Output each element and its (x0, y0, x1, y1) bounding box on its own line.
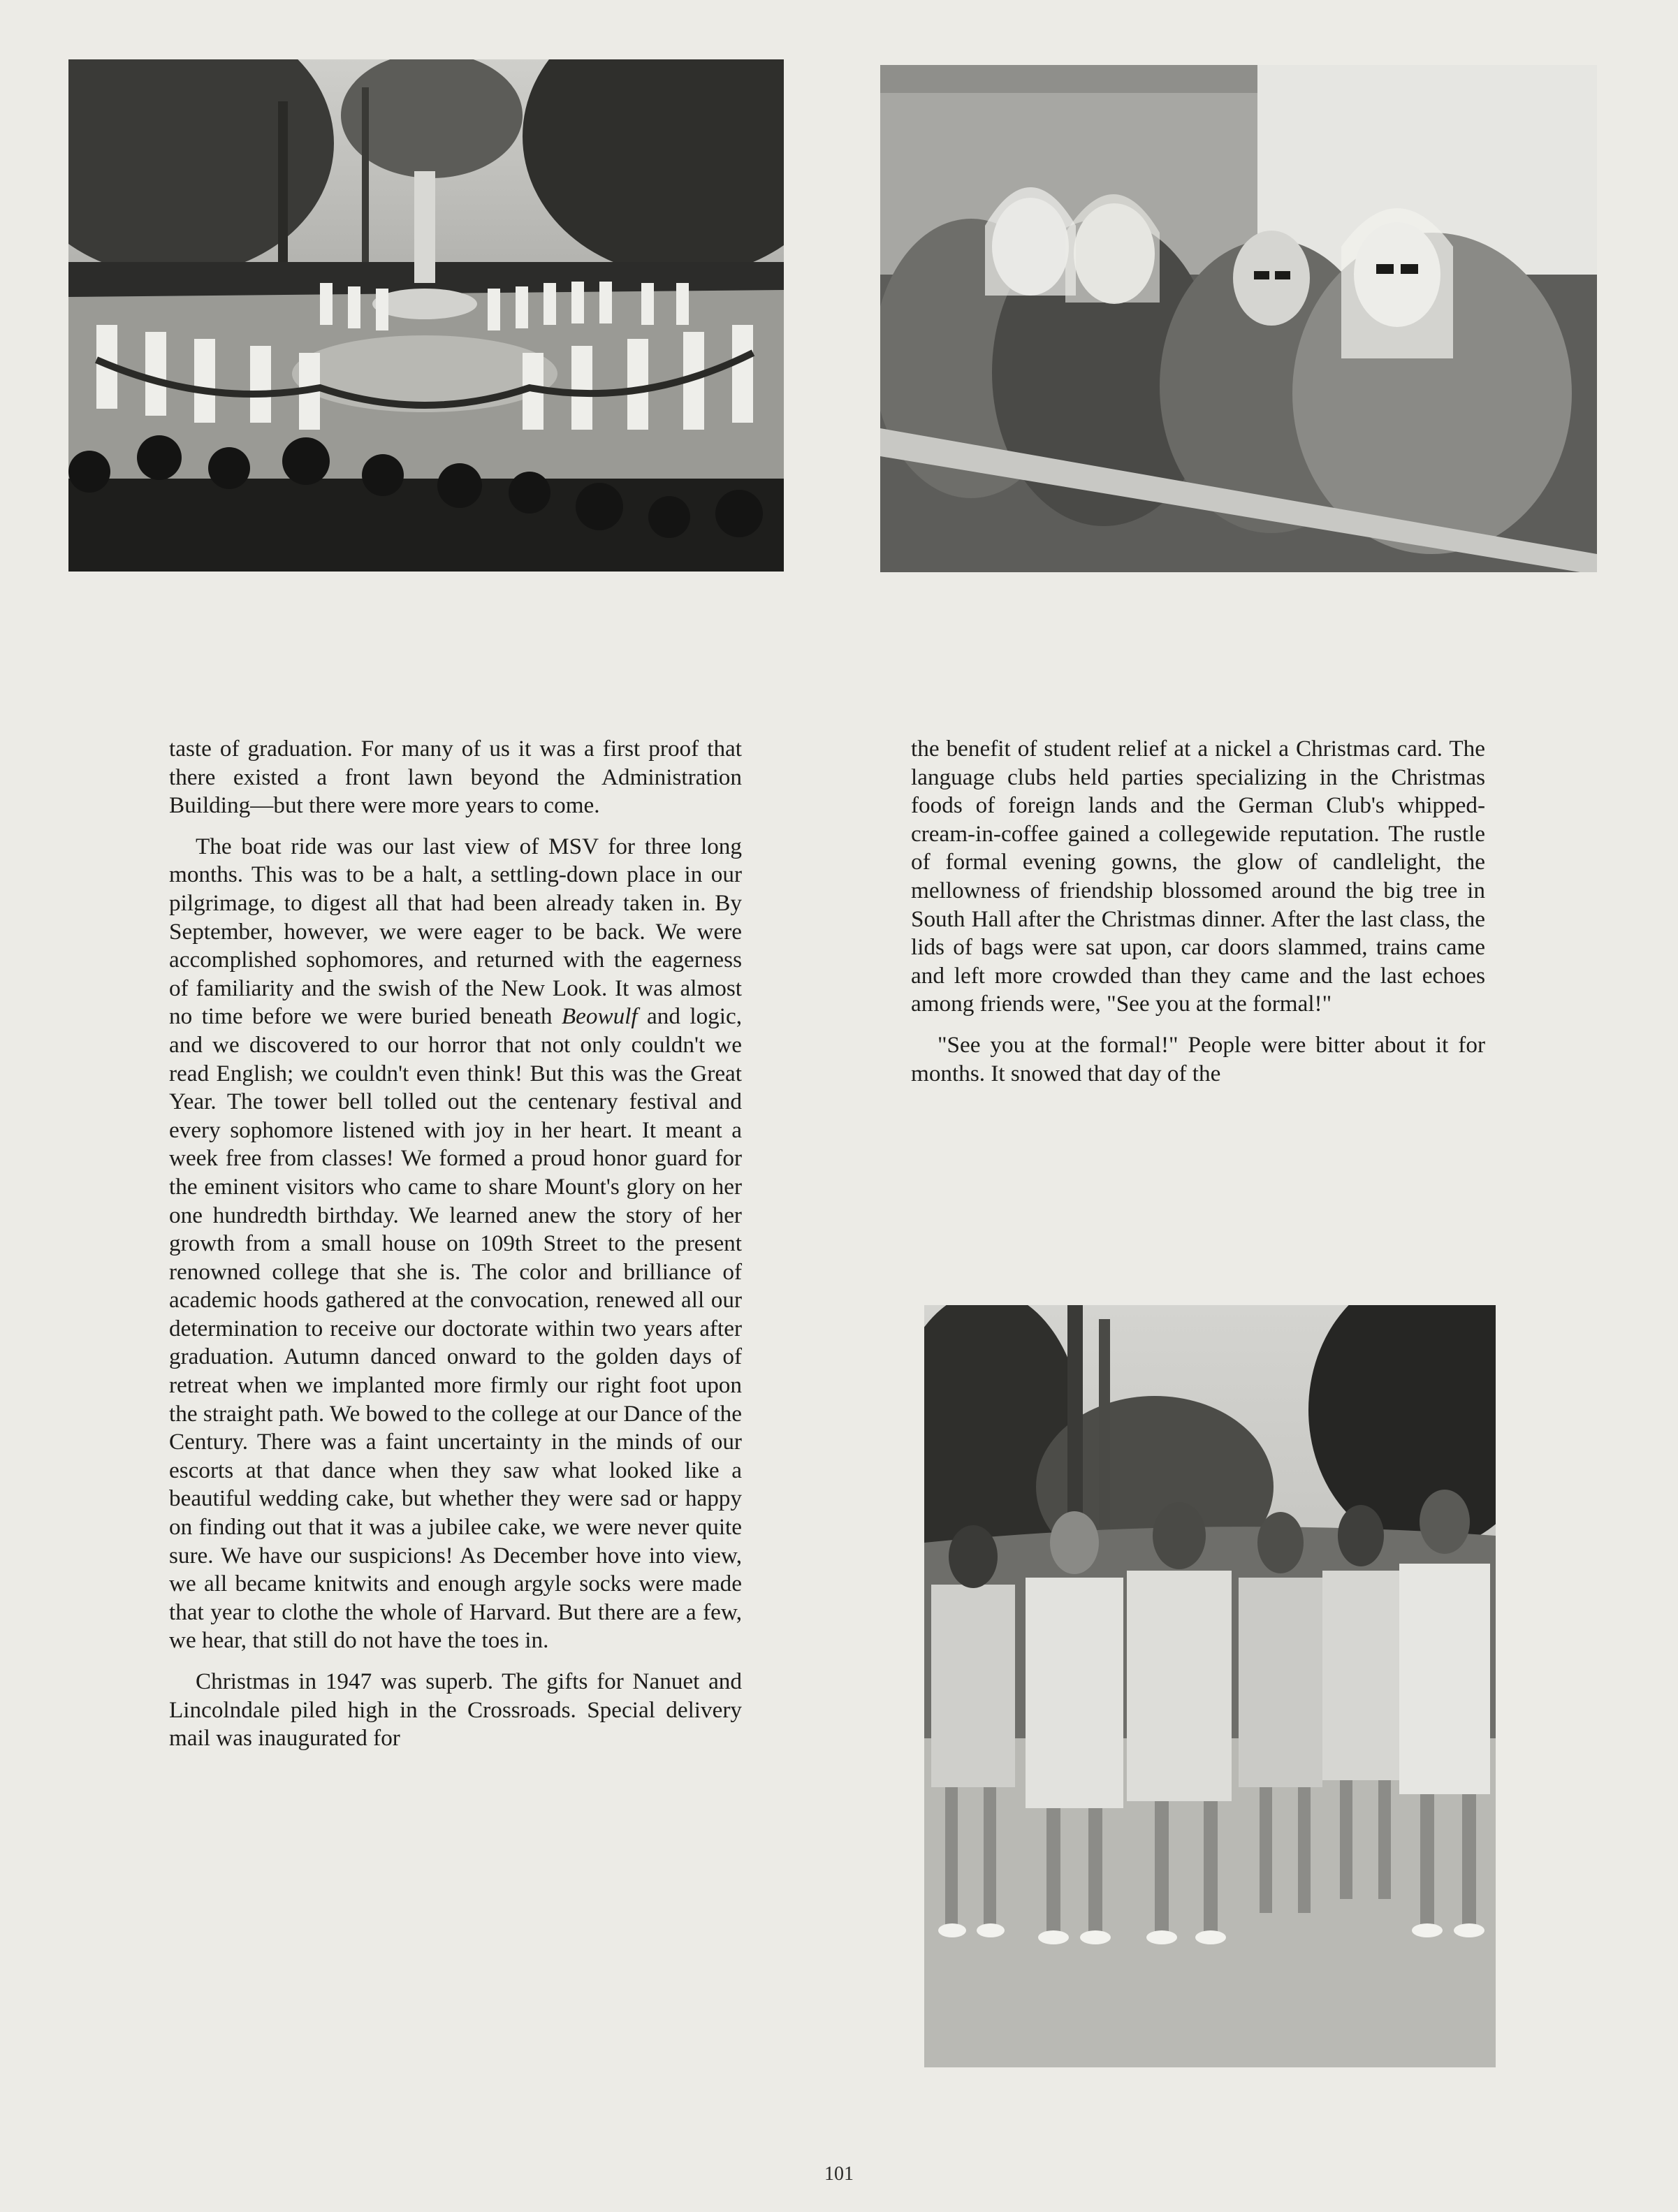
beowulf-title: Beowulf (561, 1003, 638, 1030)
left-paragraph-1: taste of graduation. For many of us it was a first proof that there existed a front lawn beyond the Administration Building—but there were more years to come. (169, 736, 742, 819)
right-paragraph-1: the benefit of student relief at a nickel a Christmas card. The language clubs held parties specializing in the Christmas foods of foreign lands and the German Club's whipped-cream-in-coffee gained a collegewide reputation. The rustle of formal evening gowns, the glow of candlelight, the mellowness of friendship blossomed around the big tree in South Hall after the Christmas dinner. After the last class, the lids of bags were sat upon, car doors slammed, trains came and left more crowded than they came and the last echoes among friends were, "See you at the formal!" (911, 736, 1485, 1017)
left-paragraph-3: Christmas in 1947 was superb. The gifts for Nanuet and Lincolndale piled high in the Crossroads. Special delivery mail was inaugurated for (169, 1668, 742, 1752)
ceremony-on-lawn-photo (68, 59, 784, 572)
left-text-column (169, 735, 742, 1753)
left-paragraph-2-part-1: The boat ride was our last view of MSV for three long months. This was to be a halt, a settling-down place in our pilgrimage, to digest all that had been already taken in. By September, however, we were eager to be back. We were accomplished sophomores, and returned with the eagerness of familiarity and the swish of the New Look. It was almost no time before we were buried beneath (169, 833, 742, 1030)
left-paragraph-2 (169, 833, 742, 1655)
right-text-column (911, 735, 1485, 1088)
right-paragraph-2: "See you at the formal!" People were bitter about it for months. It snowed that day of the (911, 1031, 1485, 1086)
page-number: 101 (824, 2163, 854, 2185)
left-paragraph-2-part-2: and logic, and we discovered to our horror that not only couldn't we read English; we couldn't even think! But this was the Great Year. The tower bell tolled out the centenary festival and every sophomore listened with joy in her heart. It meant a week free from classes! We formed a proud honor guard for the eminent visitors who came to share Mount's glory on her one hundredth birthday. We learned anew the story of her growth from a small house on 109th Street to the present renowned college that she is. The color and brilliance of academic hoods gathered at the convocation, renewed all our determination to receive our doctorate within two years after graduation. Autumn danced onward to the golden days of retreat when we implanted more firmly our right foot upon the straight path. We bowed to the college at our Dance of the Century. There was a faint uncertainty in the minds of our escorts at that dance when they saw what looked like a beautiful wedding cake, but whether they were sad or happy on finding out that it was a jubilee cake, we were never quite sure. We have our suspicions! As December hove into view, we all became knitwits and enough argyle socks were made that year to clothe the whole of Harvard. But there are a few, we hear, that still do not have the toes in. (169, 1003, 743, 1654)
four-students-in-headscarves-photo (880, 65, 1597, 572)
group-of-students-outdoors-photo (924, 1305, 1496, 2067)
